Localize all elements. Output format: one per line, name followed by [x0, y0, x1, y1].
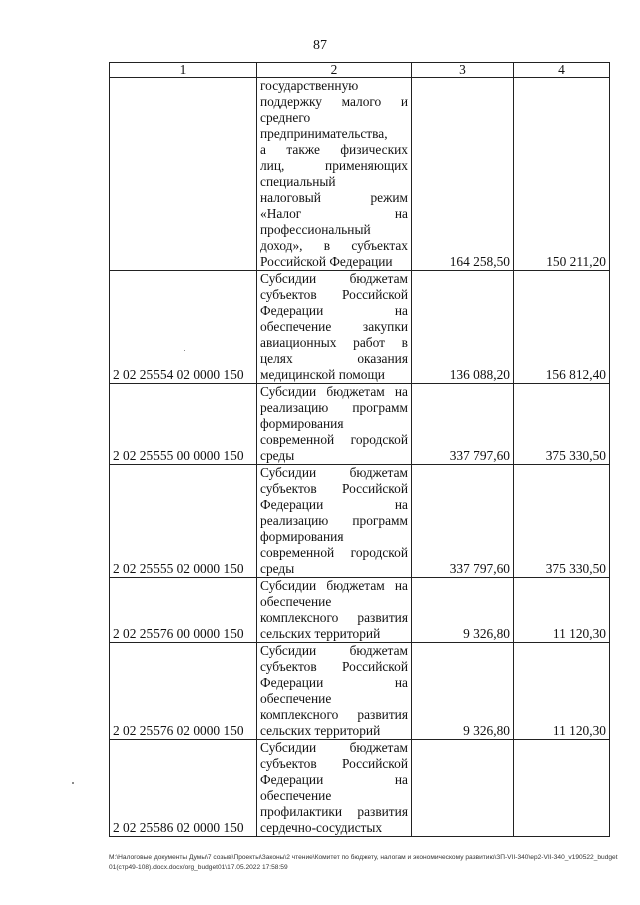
- column-header-3: 3: [412, 63, 514, 78]
- amount-col4-cell: 375 330,50: [514, 384, 610, 465]
- table-row: [110, 271, 610, 384]
- description-line: Федерации на: [260, 772, 408, 787]
- description-line: предпринимательства,: [260, 126, 388, 141]
- description-line: Субсидии бюджетам: [260, 465, 408, 480]
- table-row: [110, 465, 610, 578]
- budget-code-cell: 2 02 25576 02 0000 150: [110, 643, 257, 740]
- column-header-4: 4: [514, 63, 610, 78]
- description-line: субъектов Российской: [260, 287, 408, 302]
- description-line: формирования: [260, 416, 344, 431]
- description-line: комплексного развития: [260, 707, 408, 722]
- amount-col3-cell: 136 088,20: [412, 271, 514, 384]
- description-line: среды: [260, 561, 295, 576]
- table-row: [110, 384, 610, 465]
- table-body: [110, 78, 610, 837]
- description-line: современной городской: [260, 432, 408, 447]
- table-row: [110, 578, 610, 643]
- description-line: профилактики развития: [260, 804, 408, 819]
- table-row: [110, 78, 610, 271]
- description-line: Субсидии бюджетам на: [260, 578, 408, 593]
- column-header-1: 1: [110, 63, 257, 78]
- budget-code-cell: 2 02 25555 02 0000 150: [110, 465, 257, 578]
- description-line: налоговый режим: [260, 190, 408, 205]
- scan-speck: [184, 350, 185, 351]
- description-line: субъектов Российской: [260, 481, 408, 496]
- description-line: обеспечение закупки: [260, 319, 408, 334]
- description-cell: [257, 643, 412, 740]
- description-cell: [257, 78, 412, 271]
- column-header-2: 2: [257, 63, 412, 78]
- description-line: среды: [260, 448, 295, 463]
- description-cell: [257, 384, 412, 465]
- description-line: доход», в субъектах: [260, 238, 408, 253]
- amount-col4-cell: 11 120,30: [514, 578, 610, 643]
- description-line: реализацию программ: [260, 400, 408, 415]
- description-line: комплексного развития: [260, 610, 408, 625]
- page-number: 87: [313, 38, 327, 53]
- budget-table: [109, 62, 610, 837]
- description-line: Федерации на: [260, 303, 408, 318]
- amount-col3-cell: [412, 740, 514, 837]
- description-cell: [257, 271, 412, 384]
- amount-col3-cell: 9 326,80: [412, 643, 514, 740]
- description-line: медицинской помощи: [260, 367, 385, 382]
- description-line: Федерации на: [260, 497, 408, 512]
- description-line: среднего: [260, 110, 311, 125]
- table-row: [110, 740, 610, 837]
- budget-code-cell: 2 02 25576 00 0000 150: [110, 578, 257, 643]
- scan-speck: [72, 782, 74, 784]
- file-path-footer: M:\Налоговые документы Думы\7 созыв\Проекты\Законы\2 чтение\Комитет по бюджету, налогам и экономическому развитию\ЗП-VII-340\ep2-VII-340_v190522_budget01(стр49-108).docx.docx/org_budget01\17.05.2022 17:58:59: [109, 854, 618, 871]
- table-header-row: [110, 63, 610, 78]
- description-line: субъектов Российской: [260, 756, 408, 771]
- amount-col3-cell: 164 258,50: [412, 78, 514, 271]
- description-line: сердечно-сосудистых: [260, 820, 383, 835]
- budget-code-cell: 2 02 25555 00 0000 150: [110, 384, 257, 465]
- description-line: профессиональный: [260, 222, 371, 237]
- description-line: авиационных работ в: [260, 335, 408, 350]
- description-line: обеспечение: [260, 691, 332, 706]
- budget-code-cell: [110, 78, 257, 271]
- description-line: формирования: [260, 529, 344, 544]
- description-cell: [257, 740, 412, 837]
- description-line: а также физических: [260, 142, 408, 157]
- description-line: целях оказания: [260, 351, 408, 366]
- amount-col4-cell: [514, 740, 610, 837]
- description-line: обеспечение: [260, 788, 332, 803]
- amount-col3-cell: 9 326,80: [412, 578, 514, 643]
- description-line: реализацию программ: [260, 513, 408, 528]
- amount-col4-cell: 156 812,40: [514, 271, 610, 384]
- description-line: обеспечение: [260, 594, 332, 609]
- description-line: государственную: [260, 78, 359, 93]
- description-line: Субсидии бюджетам на: [260, 384, 408, 399]
- description-line: Субсидии бюджетам: [260, 740, 408, 755]
- description-line: сельских территорий: [260, 626, 381, 641]
- description-line: субъектов Российской: [260, 659, 408, 674]
- amount-col4-cell: 11 120,30: [514, 643, 610, 740]
- description-line: современной городской: [260, 545, 408, 560]
- budget-code-cell: 2 02 25586 02 0000 150: [110, 740, 257, 837]
- amount-col3-cell: 337 797,60: [412, 465, 514, 578]
- description-line: «Налог на: [260, 206, 408, 221]
- amount-col4-cell: 375 330,50: [514, 465, 610, 578]
- amount-col3-cell: 337 797,60: [412, 384, 514, 465]
- description-line: лиц, применяющих: [260, 158, 408, 173]
- description-line: Субсидии бюджетам: [260, 643, 408, 658]
- description-line: Федерации на: [260, 675, 408, 690]
- amount-col4-cell: 150 211,20: [514, 78, 610, 271]
- description-line: Субсидии бюджетам: [260, 271, 408, 286]
- description-line: поддержку малого и: [260, 94, 408, 109]
- table-row: [110, 643, 610, 740]
- description-line: сельских территорий: [260, 723, 381, 738]
- description-line: Российской Федерации: [260, 254, 393, 269]
- budget-code-cell: 2 02 25554 02 0000 150: [110, 271, 257, 384]
- description-line: специальный: [260, 174, 336, 189]
- description-cell: [257, 465, 412, 578]
- description-cell: [257, 578, 412, 643]
